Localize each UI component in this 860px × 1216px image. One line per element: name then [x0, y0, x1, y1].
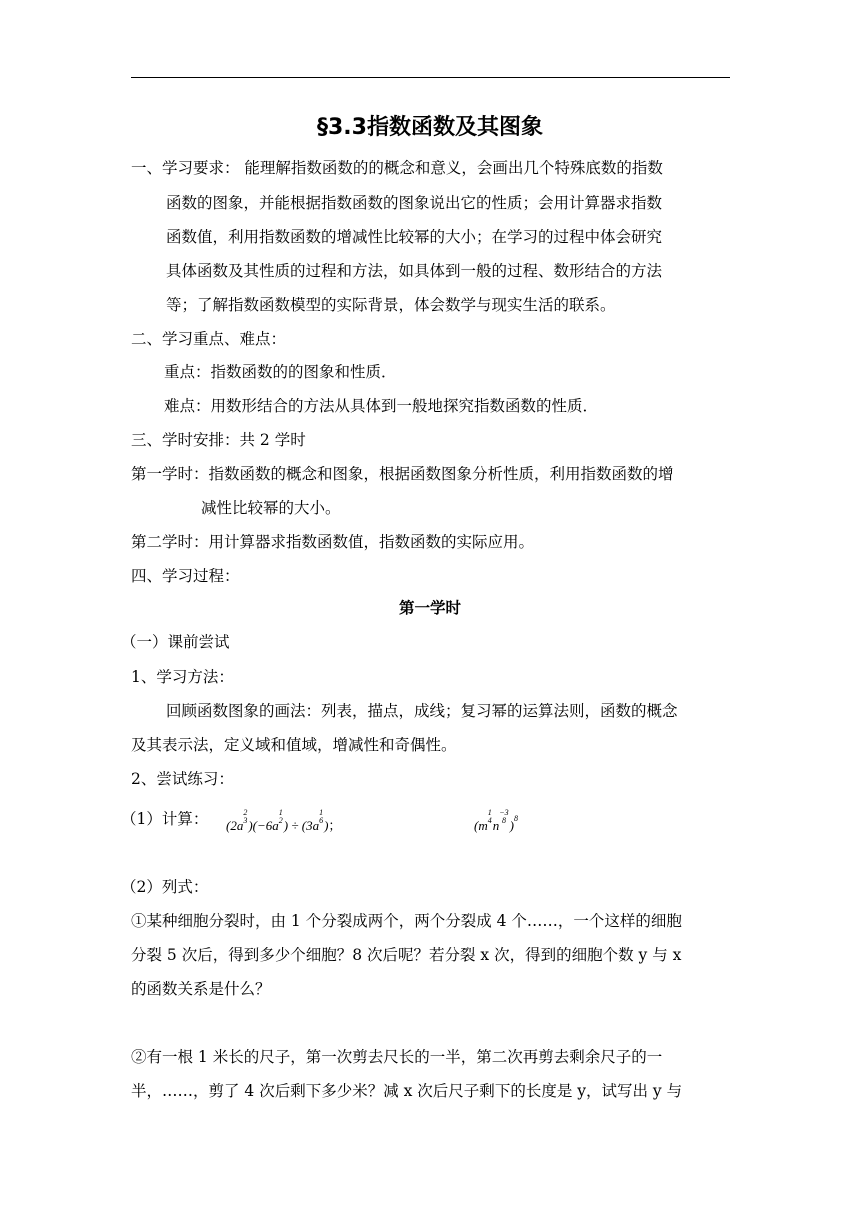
fraction-exponent: 2 3 — [243, 808, 248, 825]
text-line: 重点：指数函数的的图象和性质． — [164, 363, 397, 381]
exercise-label: （1）计算： — [121, 810, 209, 828]
text-line: 半，……，剪了 4 次后剩下多少米？减 x 次后尺子剩下的长度是 y，试写出 y 与 — [131, 1082, 683, 1100]
text-line: 回顾函数图象的画法：列表，描点，成线；复习幂的运算法则，函数的概念 — [166, 702, 678, 720]
text-line: ②有一根 1 米长的尺子，第一次剪去尺长的一半，第二次再剪去剩余尺子的一 — [131, 1048, 663, 1066]
section-heading: 四、学习过程： — [131, 567, 240, 585]
math-expression-2: (m 1 4 n −3 8 )$^8$ — [474, 808, 518, 833]
text-line: 的函数关系是什么？ — [131, 980, 271, 998]
section-heading: 三、学时安排：共 2 学时 — [131, 431, 306, 449]
text-line: 函数值，利用指数函数的增减性比较幂的大小；在学习的过程中体会研究 — [166, 228, 663, 246]
text-line: 函数的图象，并能根据指数函数的图象说出它的性质；会用计算器求指数 — [166, 194, 663, 212]
text-line: 第一学时：指数函数的概念和图象，根据函数图象分析性质，利用指数函数的增 — [131, 465, 674, 483]
text-line: 2、尝试练习： — [131, 770, 234, 788]
fraction-exponent: −3 8 — [499, 808, 509, 825]
text-line: 分裂 5 次后，得到多少个细胞？8 次后呢？若分裂 x 次，得到的细胞个数 y 与 x — [131, 946, 682, 964]
text-line: 等；了解指数函数模型的实际背景，体会数学与现实生活的联系。 — [166, 296, 616, 314]
text-line: 一、学习要求： 能理解指数函数的的概念和意义，会画出几个特殊底数的指数 — [131, 159, 663, 177]
exercise-label: （2）列式： — [121, 878, 209, 896]
text-line: 第二学时：用计算器求指数函数值，指数函数的实际应用。 — [131, 533, 535, 551]
text-line: 及其表示法，定义域和值域，增减性和奇偶性。 — [131, 736, 457, 754]
subsection-title: 第一学时 — [398, 598, 461, 617]
text-line: ①某种细胞分裂时，由 1 个分裂成两个，两个分裂成 4 个……，一个这样的细胞 — [131, 912, 682, 930]
text-line: 1、学习方法： — [131, 668, 234, 686]
math-expression-1: (2a 2 3 )(−6a 1 2 ) ÷ (3a 1 6 )； — [226, 808, 342, 833]
fraction-exponent: 1 4 — [487, 808, 492, 825]
text-line: 具体函数及其性质的过程和方法，如具体到一般的过程、数形结合的方法 — [166, 262, 663, 280]
fraction-exponent: 1 6 — [319, 808, 324, 825]
header-rule — [131, 77, 730, 78]
section-heading: 二、学习重点、难点： — [131, 330, 287, 348]
fraction-exponent: 1 2 — [278, 808, 283, 825]
text-line: 难点：用数形结合的方法从具体到一般地探究指数函数的性质． — [164, 397, 599, 415]
text-line: 减性比较幂的大小。 — [201, 499, 341, 517]
text-line: （一）课前尝试 — [121, 633, 230, 651]
page-title: §3.3指数函数及其图象 — [317, 115, 543, 140]
